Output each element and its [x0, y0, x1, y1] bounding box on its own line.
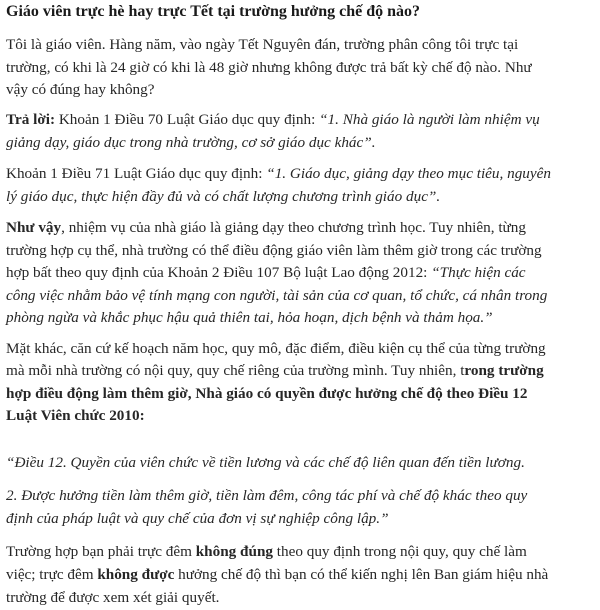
- question-line-3: vậy có đúng hay không?: [6, 81, 155, 98]
- conclusion-line-3: trường để được xem xét giải quyết.: [6, 589, 220, 606]
- summary-quote-start: “Thực hiện các: [431, 264, 526, 281]
- summary-lead: Như vậy: [6, 219, 62, 236]
- art71-ref: Khoản 1 Điều 71 Luật Giáo dục quy định:: [6, 165, 263, 182]
- answer-line-1: [6, 110, 540, 130]
- summary-line-2: trường hợp cụ thể, nhà trường có thể điều động giáo viên làm thêm giờ trong các trường: [6, 242, 542, 259]
- other-line-1: Mặt khác, căn cứ kế hoạch năm học, quy mô, đặc điểm, điều kiện cụ thể của từng trường: [6, 340, 546, 357]
- law12-line-1: “Điều 12. Quyền của viên chức về tiền lương và các chế độ liên quan đến tiền lương.: [6, 454, 525, 471]
- question-line-1: Tôi là giáo viên. Hàng năm, vào ngày Tết Nguyên đán, trường phân công tôi trực tại: [6, 36, 519, 53]
- summary-line-3: [6, 263, 526, 283]
- answer-ref: Khoản 1 Điều 70 Luật Giáo dục quy định:: [58, 111, 316, 128]
- summary-line-4: công việc nhằm bảo vệ tính mạng con người, tài sản của cơ quan, tổ chức, cá nhân trong: [6, 287, 548, 304]
- other-line-3: hợp điều động làm thêm giờ, Nhà giáo có quyền được hưởng chế độ theo Điều 12: [6, 385, 528, 402]
- art71-line-2: lý giáo dục, thực hiện đầy đủ và có chất lượng chương trình giáo dục”.: [6, 188, 441, 205]
- law12-line-3: định của pháp luật và quy chế của đơn vị sự nghiệp công lập.”: [6, 510, 389, 527]
- summary-line-1-rest: , nhiệm vụ của nhà giáo là giảng dạy theo chương trình học. Tuy nhiên, từng: [61, 219, 526, 236]
- other-line-4: Luật Viên chức 2010:: [6, 407, 145, 424]
- conclusion-line-1: [6, 542, 527, 562]
- answer-line-2: giảng dạy, giáo dục trong nhà trường, cơ sở giáo dục khác”.: [6, 134, 376, 151]
- conclusion-l1-c: theo quy định trong nội quy, quy chế làm: [273, 543, 527, 560]
- conclusion-l1-a: Trường hợp bạn phải trực đêm: [6, 543, 196, 560]
- conclusion-l2-a: việc; trực đêm: [6, 566, 98, 583]
- other-line-2-bold: rong trường: [464, 362, 544, 379]
- conclusion-l2-c: hưởng chế độ thì bạn có thể kiến nghị lên Ban giám hiệu nhà: [174, 566, 549, 583]
- art71-line-1: [6, 164, 551, 184]
- answer-quote-start: “1. Nhà giáo là người làm nhiệm vụ: [319, 111, 540, 128]
- other-line-2-text: mà mỗi nhà trường có nội quy, quy chế riêng của trường mình. Tuy nhiên, t: [6, 362, 465, 379]
- summary-line-5: phòng ngừa và khắc phục hậu quả thiên tai, hỏa hoạn, dịch bệnh và thảm họa.”: [6, 309, 493, 326]
- answer-label: Trả lời:: [6, 111, 56, 128]
- question-line-2: trường, có khi là 24 giờ có khi là 48 giờ nhưng không được trả bất kỳ chế độ nào. Như: [6, 59, 532, 76]
- art71-quote-start: “1. Giáo dục, giảng dạy theo mục tiêu, nguyên: [266, 165, 551, 182]
- law12-line-2: 2. Được hưởng tiền làm thêm giờ, tiền làm đêm, công tác phí và chế độ khác theo quy: [6, 487, 528, 504]
- summary-line-1: [6, 218, 526, 238]
- conclusion-line-2: [6, 565, 548, 585]
- conclusion-l2-bold: không được: [97, 566, 175, 583]
- other-line-2: [6, 361, 544, 381]
- article-title: Giáo viên trực hè hay trực Tết tại trường hưởng chế độ nào?: [6, 3, 421, 20]
- conclusion-l1-bold: không đúng: [195, 543, 273, 560]
- summary-line-3-text: hợp bất theo quy định của Khoản 2 Điều 107 Bộ luật Lao động 2012:: [6, 264, 428, 281]
